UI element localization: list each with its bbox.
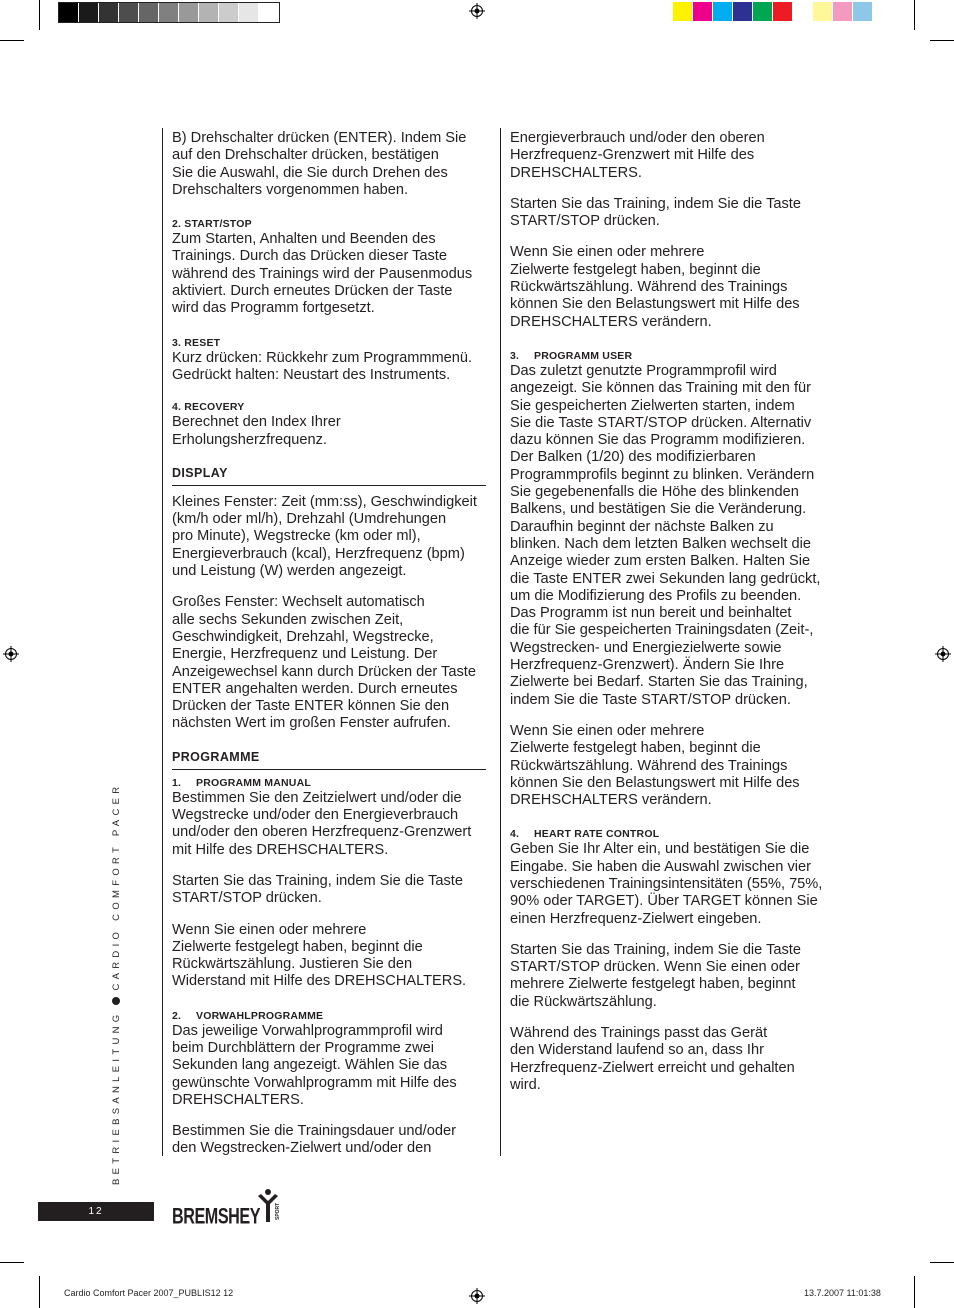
color-swatch: [239, 3, 259, 22]
subsection-heading: [510, 349, 830, 363]
bullet-icon: [112, 997, 120, 1005]
subsection-title: VORWAHLPROGRAMME: [196, 1009, 324, 1022]
paragraph: Zum Starten, Anhalten und Beenden des Trainings. Durch das Drücken dieser Taste während des Trainings wird der Pausenmodus aktiviert. Durch erneutes Drücken der Taste wird das Programm fortgesetzt.: [172, 231, 473, 317]
crop-mark: [0, 1262, 24, 1263]
color-swatch: [219, 3, 239, 22]
paragraph: Bestimmen Sie den Zeitzielwert und/oder die Wegstrecke und/oder den Energieverbrauch und/oder den oberen Herzfrequenz-Grenzwert mit Hilfe des DREHSCHALTERS.: [172, 789, 472, 858]
color-bar: [673, 2, 873, 21]
color-swatch: [99, 3, 119, 22]
paragraph: Während des Trainings passt das Gerät den Widerstand laufend so an, dass Ihr Herzfrequenz-Zielwert erreicht und gehalten wird.: [510, 1025, 795, 1093]
color-swatch: [753, 2, 773, 21]
footer-left: Cardio Comfort Pacer 2007_PUBLIS12 12: [64, 1288, 234, 1298]
color-swatch: [833, 2, 853, 21]
paragraph: Das zuletzt genutzte Programmprofil wird angezeigt. Sie können das Training mit den für Sie gespeicherten Zielwerten starten, indem Sie die Taste START/STOP drücken. Alternativ dazu können Sie das Programm modifizieren. Der Balken (1/20) des modifizierbaren Programmprofils beginnt zu blinken. Verändern Sie gegebenenfalls die Höhe des blinkenden Balkens, und bestätigen Sie die Veränderung. Daraufhin beginnt der nächste Balken zu blinken. Nach dem letzten Balken wechselt die Anzeige wieder zum ersten Balken. Halten Sie die Taste ENTER zwei Sekunden lang gedrückt, um die Modifizierung des Profils zu beenden. Das Programm ist nun bereit und beinhaltet die für Sie gespeicherten Trainingsdaten (Zeit-, Wegstrecken- und Energiezielwerte sowie Herzfrequenz-Grenzwert). Ändern Sie Ihre Zielwerte bei Bedarf. Starten Sie das Training, indem Sie die Taste START/STOP drücken.: [510, 362, 821, 708]
crop-mark: [0, 40, 24, 41]
subsection-title: HEART RATE CONTROL: [534, 828, 660, 841]
color-swatch: [813, 2, 833, 21]
registration-mark-icon: [935, 646, 951, 662]
crop-mark: [914, 1276, 915, 1308]
color-swatch: [159, 3, 179, 22]
color-swatch: [733, 2, 753, 21]
right-column: [510, 130, 830, 1108]
crop-mark: [39, 0, 40, 30]
footer-right: 13.7.2007 11:01:38: [804, 1288, 881, 1298]
programme-heading: PROGRAMME: [172, 749, 486, 770]
paragraph: Bestimmen Sie die Trainingsdauer und/oder den Wegstrecken-Zielwert und/oder den: [172, 1123, 456, 1157]
paragraph: Wenn Sie einen oder mehrere Zielwerte festgelegt haben, beginnt die Rückwärtszählung. Während des Trainings können Sie den Belastungswert mit Hilfe des DREHSCHALTERS verändern.: [510, 722, 800, 809]
color-swatch: [79, 3, 99, 22]
display-heading: DISPLAY: [172, 465, 486, 486]
color-swatch: [139, 3, 159, 22]
subsection-number: 3.: [510, 349, 520, 362]
paragraph: Das jeweilige Vorwahlprogrammprofil wird beim Durchblättern der Programme zwei Sekunden lang angezeigt. Wählen Sie das gewünschte Vorwahlprogramm mit Hilfe des DREHSCHALTERS.: [172, 1022, 457, 1108]
paragraph: Berechnet den Index Ihrer Erholungsherzfrequenz.: [172, 414, 341, 448]
color-swatch: [119, 3, 139, 22]
logo-wordmark: BREMSHEY: [172, 1205, 261, 1224]
section-heading: 4. RECOVERY: [172, 401, 245, 414]
paragraph: Geben Sie Ihr Alter ein, und bestätigen Sie die Eingabe. Sie haben die Auswahl zwischen vier verschiedenen Trainingsintensitäten (55%, 75%, 90% oder TARGET). Über TARGET können Sie einen Herzfrequenz-Zielwert eingeben.: [510, 841, 823, 927]
sidebar-label-part1: BETRIEBSANLEITUNG: [111, 1010, 122, 1185]
color-swatch: [713, 2, 733, 21]
subsection-number: 2.: [172, 1009, 182, 1022]
subsection-heading: [172, 776, 486, 790]
sidebar-label-part2: CARDIO COMFORT PACER: [111, 782, 122, 991]
paragraph: Großes Fenster: Wechselt automatisch alle sechs Sekunden zwischen Zeit, Geschwindigkeit, Drehzahl, Wegstrecke, Energie, Herzfrequenz und Leistung. Der Anzeigewechsel kann durch Drücken der Taste ENTER angehalten werden. Durch erneutes Drücken der Taste ENTER können Sie den nächsten Wert im großen Fenster aufrufen.: [172, 594, 476, 732]
logo-sport-text: SPORT: [275, 1202, 281, 1220]
section-heading: 2. START/STOP: [172, 218, 252, 231]
paragraph: Wenn Sie einen oder mehrere Zielwerte festgelegt haben, beginnt die Rückwärtszählung. Während des Trainings können Sie den Belastungswert mit Hilfe des DREHSCHALTERS verändern.: [510, 244, 800, 330]
column-divider: [162, 128, 163, 1156]
paragraph: Starten Sie das Training, indem Sie die Taste START/STOP drücken.: [510, 195, 801, 230]
registration-mark-icon: [3, 646, 19, 662]
paragraph: Kurz drücken: Rückkehr zum Programmmenü. Gedrückt halten: Neustart des Instruments.: [172, 349, 473, 383]
paragraph: Wenn Sie einen oder mehrere Zielwerte festgelegt haben, beginnt die Rückwärtszählung. Justieren Sie den Widerstand mit Hilfe des DREHSCHALTERS.: [172, 921, 467, 990]
color-swatch: [793, 2, 813, 21]
paragraph: Starten Sie das Training, indem Sie die Taste START/STOP drücken.: [172, 872, 463, 907]
crop-mark: [914, 0, 915, 30]
registration-mark-icon: [469, 1288, 485, 1304]
color-swatch: [673, 2, 693, 21]
color-swatch: [179, 3, 199, 22]
paragraph: Kleines Fenster: Zeit (mm:ss), Geschwindigkeit (km/h oder ml/h), Drehzahl (Umdrehungen pro Minute), Wegstrecke (km oder ml), Energieverbrauch (kcal), Herzfrequenz (bpm) und Leistung (W) werden angezeigt.: [172, 493, 477, 580]
crop-mark: [930, 1262, 954, 1263]
subsection-heading: [510, 827, 830, 841]
sidebar-label: [111, 783, 122, 1185]
color-swatch: [693, 2, 713, 21]
logo-icon: [172, 1188, 292, 1224]
section-heading: 3. RESET: [172, 336, 221, 349]
subsection-heading: [172, 1009, 486, 1023]
left-column: [172, 130, 486, 1172]
color-swatch: [199, 3, 219, 22]
color-swatch: [59, 3, 79, 22]
bremshey-logo: [172, 1188, 292, 1229]
color-swatch: [259, 3, 279, 22]
paragraph: Energieverbrauch und/oder den oberen Herzfrequenz-Grenzwert mit Hilfe des DREHSCHALTERS.: [510, 130, 765, 181]
grayscale-bar: [58, 2, 280, 23]
color-swatch: [853, 2, 873, 21]
subsection-title: PROGRAMM MANUAL: [196, 776, 311, 789]
subsection-number: 4.: [510, 828, 520, 841]
crop-mark: [930, 40, 954, 41]
column-divider: [500, 128, 501, 1156]
page-number: 12: [38, 1202, 154, 1221]
color-swatch: [773, 2, 793, 21]
registration-mark-icon: [469, 3, 485, 19]
paragraph: Starten Sie das Training, indem Sie die Taste START/STOP drücken. Wenn Sie einen oder mehrere Zielwerte festgelegt haben, beginnt die Rückwärtszählung.: [510, 941, 801, 1010]
intro-paragraph: B) Drehschalter drücken (ENTER). Indem Sie auf den Drehschalter drücken, bestätigen Sie die Auswahl, die Sie durch Drehen des Drehschalters vorgenommen haben.: [172, 130, 467, 198]
subsection-title: PROGRAMM USER: [534, 349, 633, 362]
crop-mark: [39, 1276, 40, 1308]
subsection-number: 1.: [172, 776, 182, 789]
